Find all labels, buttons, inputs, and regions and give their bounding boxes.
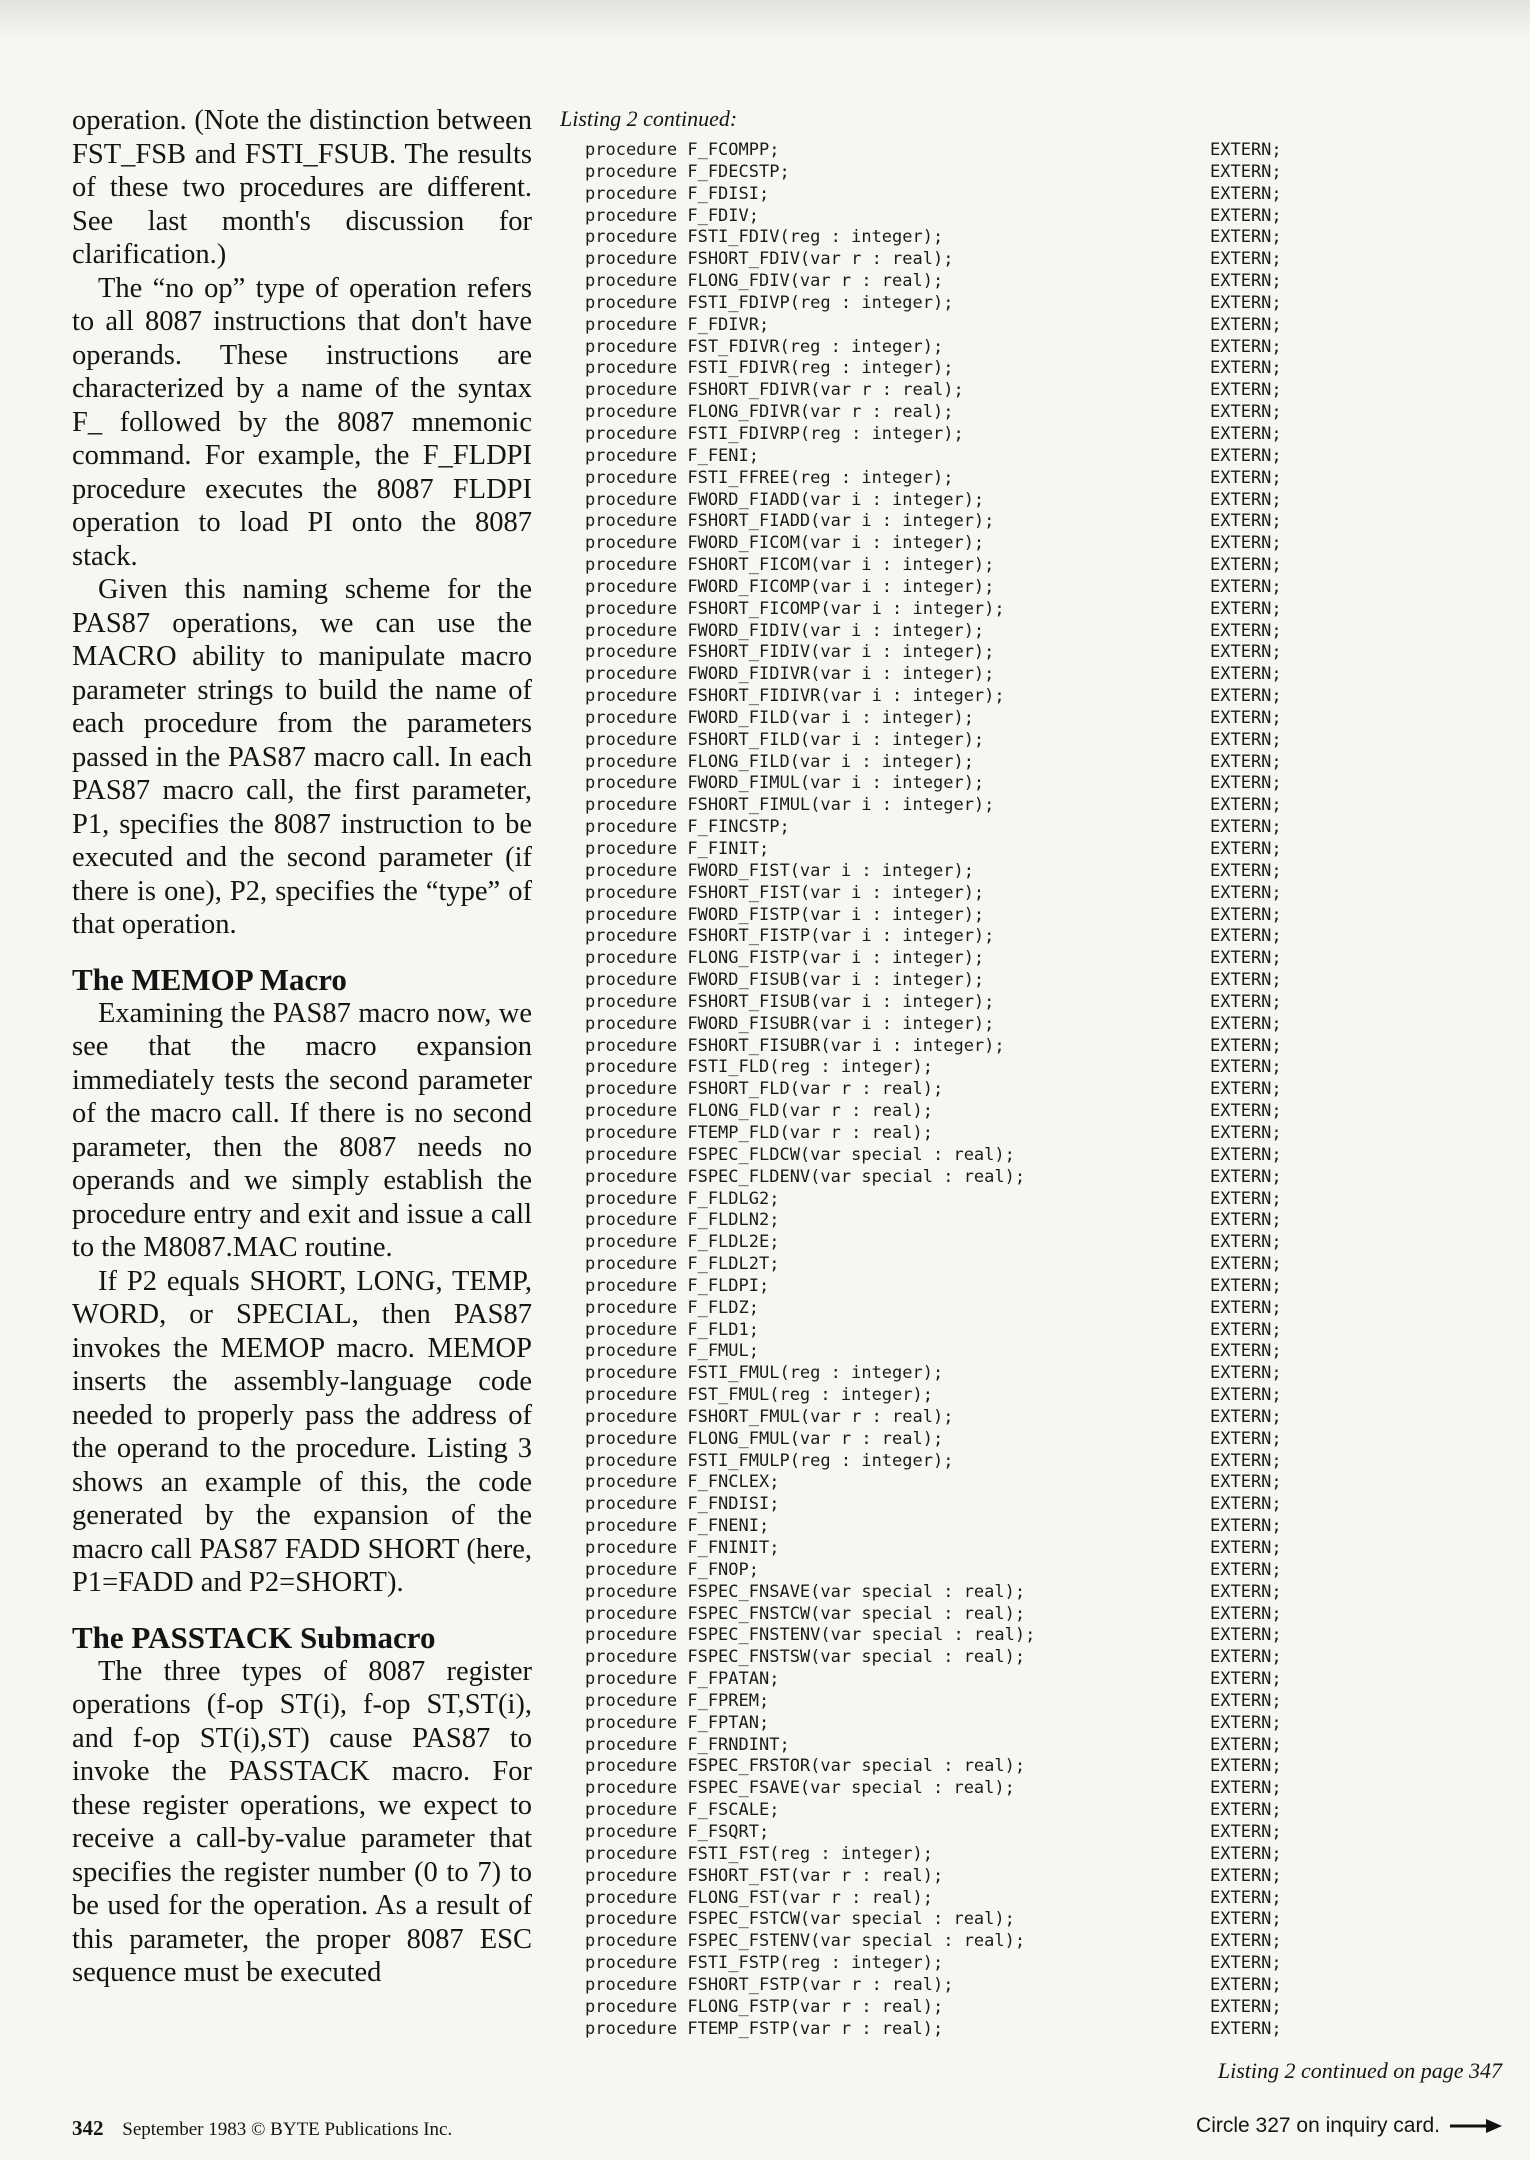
- code-line: [585, 1210, 1345, 1232]
- extern-keyword: EXTERN;: [1210, 358, 1282, 379]
- procedure-declaration: procedure FWORD_FISUB(var i : integer);: [585, 970, 985, 991]
- code-line: [585, 1604, 1345, 1626]
- extern-keyword: EXTERN;: [1210, 598, 1282, 619]
- procedure-declaration: procedure FWORD_FICOMP(var i : integer);: [585, 576, 995, 597]
- issue-credit: September 1983 © BYTE Publications Inc.: [122, 2119, 453, 2140]
- procedure-declaration: procedure FSPEC_FSTCW(var special : real);: [585, 1909, 1015, 1930]
- code-line: [585, 424, 1345, 446]
- code-line: [585, 992, 1345, 1014]
- procedure-declaration: procedure FWORD_FILD(var i : integer);: [585, 707, 974, 728]
- extern-keyword: EXTERN;: [1210, 1931, 1282, 1952]
- code-line: [585, 905, 1345, 927]
- code-line: [585, 642, 1345, 664]
- extern-keyword: EXTERN;: [1210, 1188, 1282, 1209]
- code-line: [585, 1582, 1345, 1604]
- right-arrow-icon: [1450, 2118, 1502, 2134]
- extern-keyword: EXTERN;: [1210, 729, 1282, 750]
- code-line: [585, 1298, 1345, 1320]
- page-number: 342: [72, 2116, 104, 2140]
- procedure-declaration: procedure FLONG_FST(var r : real);: [585, 1887, 933, 1908]
- procedure-declaration: procedure FSTI_FDIV(reg : integer);: [585, 227, 944, 248]
- procedure-declaration: procedure F_FSCALE;: [585, 1800, 780, 1821]
- extern-keyword: EXTERN;: [1210, 1385, 1282, 1406]
- extern-keyword: EXTERN;: [1210, 1166, 1282, 1187]
- code-line: [585, 1320, 1345, 1342]
- procedure-declaration: procedure FSTI_FFREE(reg : integer);: [585, 467, 954, 488]
- procedure-declaration: procedure FSHORT_FMUL(var r : real);: [585, 1406, 954, 1427]
- code-line: [585, 184, 1345, 206]
- procedure-declaration: procedure FLONG_FISTP(var i : integer);: [585, 948, 985, 969]
- extern-keyword: EXTERN;: [1210, 249, 1282, 270]
- code-line: [585, 249, 1345, 271]
- code-line: [585, 206, 1345, 228]
- procedure-declaration: procedure FST_FMUL(reg : integer);: [585, 1385, 933, 1406]
- procedure-declaration: procedure F_FLDPI;: [585, 1275, 770, 1296]
- procedure-declaration: procedure FSTI_FMULP(reg : integer);: [585, 1450, 954, 1471]
- procedure-declaration: procedure F_FRNDINT;: [585, 1734, 790, 1755]
- procedure-declaration: procedure FSTI_FMUL(reg : integer);: [585, 1363, 944, 1384]
- code-line: [585, 446, 1345, 468]
- procedure-declaration: procedure FLONG_FMUL(var r : real);: [585, 1428, 944, 1449]
- extern-keyword: EXTERN;: [1210, 1275, 1282, 1296]
- procedure-declaration: procedure FST_FDIVR(reg : integer);: [585, 336, 944, 357]
- procedure-declaration: procedure FSHORT_FICOMP(var i : integer);: [585, 598, 1005, 619]
- procedure-declaration: procedure FSHORT_FISTP(var i : integer);: [585, 926, 995, 947]
- extern-keyword: EXTERN;: [1210, 1625, 1282, 1646]
- procedure-declaration: procedure FSPEC_FNSTENV(var special : real);: [585, 1625, 1036, 1646]
- procedure-declaration: procedure F_FPREM;: [585, 1690, 770, 1711]
- code-line: [585, 293, 1345, 315]
- procedure-declaration: procedure FSHORT_FIDIV(var i : integer);: [585, 642, 995, 663]
- code-line: [585, 708, 1345, 730]
- extern-keyword: EXTERN;: [1210, 1559, 1282, 1580]
- code-line: [585, 883, 1345, 905]
- extern-keyword: EXTERN;: [1210, 2018, 1282, 2039]
- procedure-declaration: procedure F_FLDL2E;: [585, 1232, 780, 1253]
- procedure-declaration: procedure F_FLDLG2;: [585, 1188, 780, 1209]
- procedure-declaration: procedure FSHORT_FLD(var r : real);: [585, 1079, 944, 1100]
- extern-keyword: EXTERN;: [1210, 642, 1282, 663]
- extern-keyword: EXTERN;: [1210, 882, 1282, 903]
- extern-keyword: EXTERN;: [1210, 948, 1282, 969]
- code-line: [585, 1079, 1345, 1101]
- code-line: [585, 1407, 1345, 1429]
- paragraph-6: The three types of 8087 register operations (f-op ST(i), f-op ST,ST(i), and f-op ST(i),ST) cause PAS87 to invoke the PASSTACK macro. For these register operations, we expect to receive a call-by-value parameter that specifies the register number (0 to 7) to be used for the operation. As a result of this parameter, the proper 8087 ESC sequence must be executed: [72, 1655, 532, 1988]
- listing-caption: Listing 2 continued:: [560, 106, 738, 131]
- code-line: [585, 1713, 1345, 1735]
- article-text-column: [72, 104, 532, 1990]
- code-line: [585, 795, 1345, 817]
- extern-keyword: EXTERN;: [1210, 1101, 1282, 1122]
- procedure-declaration: procedure FSTI_FST(reg : integer);: [585, 1843, 933, 1864]
- procedure-declaration: procedure F_FNENI;: [585, 1516, 770, 1537]
- extern-keyword: EXTERN;: [1210, 1996, 1282, 2017]
- inquiry-card-note: [1196, 2114, 1502, 2138]
- code-line: [585, 1123, 1345, 1145]
- code-line: [585, 358, 1345, 380]
- procedure-declaration: procedure FSHORT_FDIV(var r : real);: [585, 249, 954, 270]
- extern-keyword: EXTERN;: [1210, 402, 1282, 423]
- extern-keyword: EXTERN;: [1210, 795, 1282, 816]
- extern-keyword: EXTERN;: [1210, 1690, 1282, 1711]
- code-line: [585, 1036, 1345, 1058]
- extern-keyword: EXTERN;: [1210, 380, 1282, 401]
- procedure-declaration: procedure FSPEC_FNSAVE(var special : real);: [585, 1581, 1026, 1602]
- procedure-declaration: procedure F_FSQRT;: [585, 1821, 770, 1842]
- extern-keyword: EXTERN;: [1210, 817, 1282, 838]
- code-line: [585, 1669, 1345, 1691]
- procedure-declaration: procedure FSHORT_FIADD(var i : integer);: [585, 511, 995, 532]
- extern-keyword: EXTERN;: [1210, 314, 1282, 335]
- extern-keyword: EXTERN;: [1210, 1428, 1282, 1449]
- extern-keyword: EXTERN;: [1210, 664, 1282, 685]
- code-line: [585, 1057, 1345, 1079]
- procedure-declaration: procedure FSHORT_FDIVR(var r : real);: [585, 380, 964, 401]
- page-top-edge: [0, 0, 1530, 38]
- extern-keyword: EXTERN;: [1210, 1909, 1282, 1930]
- extern-keyword: EXTERN;: [1210, 1297, 1282, 1318]
- code-line: [585, 1909, 1345, 1931]
- procedure-declaration: procedure FSHORT_FIST(var i : integer);: [585, 882, 985, 903]
- code-line: [585, 1101, 1345, 1123]
- extern-keyword: EXTERN;: [1210, 1821, 1282, 1842]
- code-line: [585, 686, 1345, 708]
- procedure-declaration: procedure F_FMUL;: [585, 1341, 759, 1362]
- procedure-declaration: procedure FSTI_FLD(reg : integer);: [585, 1057, 933, 1078]
- code-line: [585, 468, 1345, 490]
- code-line: [585, 380, 1345, 402]
- page-folio: [72, 2116, 452, 2141]
- code-line: [585, 664, 1345, 686]
- procedure-declaration: procedure F_FNDISI;: [585, 1494, 780, 1515]
- heading-memop-macro: The MEMOP Macro: [72, 961, 347, 997]
- procedure-declaration: procedure FSHORT_FILD(var i : integer);: [585, 729, 985, 750]
- code-line: [585, 533, 1345, 555]
- extern-keyword: EXTERN;: [1210, 1538, 1282, 1558]
- extern-keyword: EXTERN;: [1210, 1647, 1282, 1668]
- extern-keyword: EXTERN;: [1210, 970, 1282, 991]
- procedure-declaration: procedure F_FLDL2T;: [585, 1254, 780, 1275]
- extern-keyword: EXTERN;: [1210, 620, 1282, 641]
- extern-keyword: EXTERN;: [1210, 161, 1282, 182]
- code-line: [585, 1232, 1345, 1254]
- code-line: [585, 1735, 1345, 1757]
- code-line: [585, 1691, 1345, 1713]
- extern-keyword: EXTERN;: [1210, 1319, 1282, 1340]
- paragraph-1: operation. (Note the distinction between FST_FSB and FSTI_FSUB. The results of these two procedures are different. See last month's discussion for clarification.): [72, 105, 532, 270]
- procedure-declaration: procedure FSPEC_FLDENV(var special : real);: [585, 1166, 1026, 1187]
- procedure-declaration: procedure FLONG_FILD(var i : integer);: [585, 751, 974, 772]
- extern-keyword: EXTERN;: [1210, 1756, 1282, 1777]
- procedure-declaration: procedure FWORD_FICOM(var i : integer);: [585, 533, 985, 554]
- extern-keyword: EXTERN;: [1210, 336, 1282, 357]
- code-line: [585, 1189, 1345, 1211]
- code-line: [585, 861, 1345, 883]
- extern-keyword: EXTERN;: [1210, 1363, 1282, 1384]
- code-line: [585, 1429, 1345, 1451]
- extern-keyword: EXTERN;: [1210, 271, 1282, 292]
- procedure-declaration: procedure FSHORT_FISUB(var i : integer);: [585, 991, 995, 1012]
- extern-keyword: EXTERN;: [1210, 1450, 1282, 1471]
- code-line: [585, 1363, 1345, 1385]
- extern-keyword: EXTERN;: [1210, 183, 1282, 204]
- extern-keyword: EXTERN;: [1210, 1712, 1282, 1733]
- extern-keyword: EXTERN;: [1210, 1516, 1282, 1537]
- procedure-declaration: procedure F_FLDLN2;: [585, 1210, 780, 1231]
- code-line: [585, 1385, 1345, 1407]
- procedure-declaration: procedure FSHORT_FIDIVR(var i : integer);: [585, 686, 1005, 707]
- extern-keyword: EXTERN;: [1210, 1057, 1282, 1078]
- code-line: [585, 1451, 1345, 1473]
- extern-keyword: EXTERN;: [1210, 1603, 1282, 1624]
- code-line: [585, 490, 1345, 512]
- procedure-declaration: procedure FSPEC_FSTENV(var special : real);: [585, 1931, 1026, 1952]
- extern-keyword: EXTERN;: [1210, 1341, 1282, 1362]
- extern-keyword: EXTERN;: [1210, 839, 1282, 859]
- code-line: [585, 511, 1345, 533]
- code-line: [585, 162, 1345, 184]
- code-line: [585, 1997, 1345, 2019]
- extern-keyword: EXTERN;: [1210, 1210, 1282, 1231]
- extern-keyword: EXTERN;: [1210, 1122, 1282, 1143]
- code-line: [585, 2019, 1345, 2041]
- procedure-declaration: procedure FSPEC_FLDCW(var special : real);: [585, 1144, 1015, 1165]
- code-line: [585, 1014, 1345, 1036]
- extern-keyword: EXTERN;: [1210, 1494, 1282, 1515]
- paragraph-4: Examining the PAS87 macro now, we see that the macro expansion immediately tests the second parameter of the macro call. If there is no second parameter, then the 8087 needs no operands and we simply establish the procedure entry and exit and issue a call to the M8087.MAC routine.: [72, 997, 532, 1263]
- extern-keyword: EXTERN;: [1210, 1013, 1282, 1034]
- procedure-declaration: procedure FSHORT_FISUBR(var i : integer);: [585, 1035, 1005, 1056]
- procedure-declaration: procedure FSPEC_FNSTSW(var special : real);: [585, 1647, 1026, 1668]
- paragraph-5: If P2 equals SHORT, LONG, TEMP, WORD, or SPECIAL, then PAS87 invokes the MEMOP macro. MEMOP inserts the assembly-language code needed to properly pass the address of the operand to the procedure. Listing 3 shows an example of this, the code generated by the expansion of the macro call PAS87 FADD SHORT (here, P1=FADD and P2=SHORT).: [72, 1265, 532, 1598]
- code-line: [585, 1625, 1345, 1647]
- code-line: [585, 1560, 1345, 1582]
- code-line: [585, 1167, 1345, 1189]
- heading-passtack-submacro: The PASSTACK Submacro: [72, 1619, 436, 1655]
- extern-keyword: EXTERN;: [1210, 991, 1282, 1012]
- inquiry-text: Circle 327 on inquiry card.: [1196, 2114, 1440, 2137]
- extern-keyword: EXTERN;: [1210, 1843, 1282, 1864]
- code-line: [585, 1975, 1345, 1997]
- extern-keyword: EXTERN;: [1210, 227, 1282, 248]
- code-line: [585, 621, 1345, 643]
- code-line: [585, 1254, 1345, 1276]
- extern-keyword: EXTERN;: [1210, 555, 1282, 576]
- code-line: [585, 1647, 1345, 1669]
- extern-keyword: EXTERN;: [1210, 1254, 1282, 1275]
- procedure-declaration: procedure F_FINIT;: [585, 839, 770, 859]
- extern-keyword: EXTERN;: [1210, 707, 1282, 728]
- extern-keyword: EXTERN;: [1210, 1974, 1282, 1995]
- code-line: [585, 752, 1345, 774]
- extern-keyword: EXTERN;: [1210, 926, 1282, 947]
- paragraph-3: Given this naming scheme for the PAS87 operations, we can use the MACRO ability to manipulate macro parameter strings to build the name of each procedure from the parameters passed in the PAS87 macro call. In each PAS87 macro call, the first parameter, P1, specifies the 8087 instruction to be executed and the second parameter (if there is one), P2, specifies the “type” of that operation.: [72, 574, 532, 940]
- extern-keyword: EXTERN;: [1210, 1406, 1282, 1427]
- code-line: [585, 140, 1345, 162]
- code-line: [585, 1472, 1345, 1494]
- procedure-declaration: procedure FWORD_FIDIVR(var i : integer);: [585, 664, 995, 685]
- extern-keyword: EXTERN;: [1210, 1144, 1282, 1165]
- extern-keyword: EXTERN;: [1210, 576, 1282, 597]
- extern-keyword: EXTERN;: [1210, 205, 1282, 226]
- procedure-declaration: procedure FSPEC_FSAVE(var special : real);: [585, 1778, 1015, 1799]
- procedure-declaration: procedure F_FNINIT;: [585, 1538, 780, 1558]
- listing-continued-note: Listing 2 continued on page 347: [1217, 2058, 1502, 2083]
- extern-keyword: EXTERN;: [1210, 751, 1282, 772]
- procedure-declaration: procedure FTEMP_FLD(var r : real);: [585, 1122, 933, 1143]
- procedure-declaration: procedure FWORD_FISTP(var i : integer);: [585, 904, 985, 925]
- code-line: [585, 599, 1345, 621]
- procedure-declaration: procedure FLONG_FDIVR(var r : real);: [585, 402, 954, 423]
- extern-keyword: EXTERN;: [1210, 489, 1282, 510]
- procedure-declaration: procedure F_FDECSTP;: [585, 161, 790, 182]
- extern-keyword: EXTERN;: [1210, 1800, 1282, 1821]
- code-line: [585, 1931, 1345, 1953]
- extern-keyword: EXTERN;: [1210, 1887, 1282, 1908]
- procedure-declaration: procedure F_FCOMPP;: [585, 140, 780, 160]
- procedure-declaration: procedure F_FLD1;: [585, 1319, 759, 1340]
- extern-keyword: EXTERN;: [1210, 1669, 1282, 1690]
- procedure-declaration: procedure FSHORT_FICOM(var i : integer);: [585, 555, 995, 576]
- code-line: [585, 1538, 1345, 1560]
- procedure-declaration: procedure F_FLDZ;: [585, 1297, 759, 1318]
- extern-keyword: EXTERN;: [1210, 773, 1282, 794]
- extern-keyword: EXTERN;: [1210, 686, 1282, 707]
- code-line: [585, 227, 1345, 249]
- paragraph-2: The “no op” type of operation refers to all 8087 instructions that don't have operands. These instructions are characterized by a name of the syntax F_ followed by the 8087 mnemonic command. For example, the F_FLDPI procedure executes the 8087 FLDPI operation to load PI onto the 8087 stack.: [72, 272, 532, 572]
- procedure-declaration: procedure F_FDIV;: [585, 205, 759, 226]
- code-line: [585, 1756, 1345, 1778]
- procedure-declaration: procedure FSTI_FDIVP(reg : integer);: [585, 292, 954, 313]
- procedure-declaration: procedure F_FENI;: [585, 445, 759, 466]
- code-line: [585, 1145, 1345, 1167]
- procedure-declaration: procedure F_FNOP;: [585, 1559, 759, 1580]
- code-line: [585, 1866, 1345, 1888]
- code-line: [585, 1341, 1345, 1363]
- extern-keyword: EXTERN;: [1210, 1953, 1282, 1974]
- code-line: [585, 1844, 1345, 1866]
- code-line: [585, 773, 1345, 795]
- code-line: [585, 402, 1345, 424]
- extern-keyword: EXTERN;: [1210, 1734, 1282, 1755]
- extern-keyword: EXTERN;: [1210, 1778, 1282, 1799]
- code-line: [585, 817, 1345, 839]
- code-line: [585, 1516, 1345, 1538]
- procedure-declaration: procedure FSTI_FDIVRP(reg : integer);: [585, 423, 964, 444]
- code-line: [585, 271, 1345, 293]
- code-line: [585, 1953, 1345, 1975]
- extern-keyword: EXTERN;: [1210, 445, 1282, 466]
- code-line: [585, 1888, 1345, 1910]
- extern-keyword: EXTERN;: [1210, 1472, 1282, 1493]
- code-line: [585, 1800, 1345, 1822]
- extern-keyword: EXTERN;: [1210, 1035, 1282, 1056]
- procedure-declaration: procedure F_FDIVR;: [585, 314, 770, 335]
- extern-keyword: EXTERN;: [1210, 292, 1282, 313]
- code-line: [585, 839, 1345, 861]
- code-line: [585, 1276, 1345, 1298]
- extern-keyword: EXTERN;: [1210, 1581, 1282, 1602]
- extern-keyword: EXTERN;: [1210, 1865, 1282, 1886]
- extern-keyword: EXTERN;: [1210, 423, 1282, 444]
- code-line: [585, 1822, 1345, 1844]
- extern-keyword: EXTERN;: [1210, 511, 1282, 532]
- procedure-declaration: procedure FSHORT_FSTP(var r : real);: [585, 1974, 954, 1995]
- code-line: [585, 555, 1345, 577]
- extern-keyword: EXTERN;: [1210, 533, 1282, 554]
- code-line: [585, 730, 1345, 752]
- procedure-declaration: procedure FSTI_FSTP(reg : integer);: [585, 1953, 944, 1974]
- code-line: [585, 948, 1345, 970]
- extern-keyword: EXTERN;: [1210, 140, 1282, 160]
- procedure-declaration: procedure FLONG_FLD(var r : real);: [585, 1101, 933, 1122]
- procedure-declaration: procedure F_FDISI;: [585, 183, 770, 204]
- code-line: [585, 1494, 1345, 1516]
- procedure-declaration: procedure F_FNCLEX;: [585, 1472, 780, 1493]
- procedure-declaration: procedure FLONG_FSTP(var r : real);: [585, 1996, 944, 2017]
- code-line: [585, 1778, 1345, 1800]
- code-line: [585, 926, 1345, 948]
- procedure-declaration: procedure FSHORT_FIMUL(var i : integer);: [585, 795, 995, 816]
- extern-keyword: EXTERN;: [1210, 467, 1282, 488]
- procedure-declaration: procedure FWORD_FIDIV(var i : integer);: [585, 620, 985, 641]
- procedure-declaration: procedure FTEMP_FSTP(var r : real);: [585, 2018, 944, 2039]
- procedure-declaration: procedure FSTI_FDIVR(reg : integer);: [585, 358, 954, 379]
- procedure-declaration: procedure FSPEC_FRSTOR(var special : real);: [585, 1756, 1026, 1777]
- procedure-declaration: procedure F_FPATAN;: [585, 1669, 780, 1690]
- code-line: [585, 577, 1345, 599]
- procedure-declaration: procedure F_FINCSTP;: [585, 817, 790, 838]
- extern-keyword: EXTERN;: [1210, 860, 1282, 881]
- extern-keyword: EXTERN;: [1210, 1079, 1282, 1100]
- code-line: [585, 337, 1345, 359]
- procedure-declaration: procedure FSHORT_FST(var r : real);: [585, 1865, 944, 1886]
- procedure-declaration: procedure FSPEC_FNSTCW(var special : real);: [585, 1603, 1026, 1624]
- code-listing: [585, 140, 1345, 2040]
- code-line: [585, 970, 1345, 992]
- procedure-declaration: procedure F_FPTAN;: [585, 1712, 770, 1733]
- procedure-declaration: procedure FWORD_FIST(var i : integer);: [585, 860, 974, 881]
- code-line: [585, 315, 1345, 337]
- procedure-declaration: procedure FWORD_FIADD(var i : integer);: [585, 489, 985, 510]
- procedure-declaration: procedure FWORD_FIMUL(var i : integer);: [585, 773, 985, 794]
- procedure-declaration: procedure FLONG_FDIV(var r : real);: [585, 271, 944, 292]
- procedure-declaration: procedure FWORD_FISUBR(var i : integer);: [585, 1013, 995, 1034]
- extern-keyword: EXTERN;: [1210, 904, 1282, 925]
- extern-keyword: EXTERN;: [1210, 1232, 1282, 1253]
